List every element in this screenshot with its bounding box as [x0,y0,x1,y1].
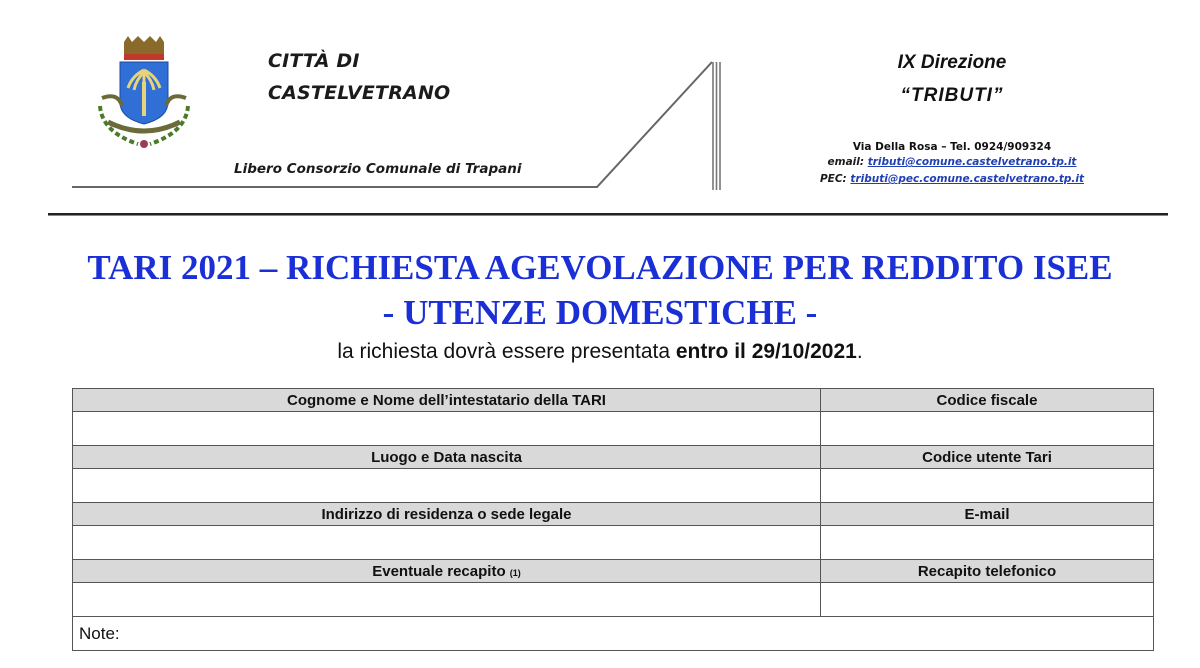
footnote-marker: (1) [509,567,521,578]
form-value-row [73,469,1154,503]
form-value-row [73,583,1154,617]
deadline-prefix: la richiesta dovrà essere presentata [337,340,676,363]
label-cognome-nome: Cognome e Nome dell’intestatario della TARI [73,389,821,412]
form-value-row [73,412,1154,446]
direzione-title [802,52,1102,74]
applicant-form-table [72,388,1154,651]
label-indirizzo-residenza: Indirizzo di residenza o sede legale [73,503,821,526]
form-header-row [73,389,1154,412]
email-link[interactable]: tributi@comune.castelvetrano.tp.it [867,156,1077,168]
label-email: E-mail [821,503,1154,526]
email-field[interactable] [821,526,1153,559]
luogo-data-nascita-field[interactable] [73,469,820,502]
cognome-nome-field[interactable] [73,412,820,445]
form-header-row [73,446,1154,469]
form-title-line2: - UTENZE DOMESTICHE - [382,293,818,332]
eventuale-recapito-field[interactable] [73,583,820,616]
notes-label: Note: [79,623,120,643]
form-title-line1: TARI 2021 – RICHIESTA AGEVOLAZIONE PER REDDITO ISEE [87,248,1113,287]
city-name-line1: CITTÀ DI [268,50,360,72]
label-recapito-telefonico: Recapito telefonico [821,560,1154,583]
form-header-row [73,560,1154,583]
email-label: email: [827,156,868,168]
codice-fiscale-field[interactable] [821,412,1153,445]
deadline-date: entro il 29/10/2021 [675,340,857,363]
label-eventuale-recapito: Eventuale recapito (1) [73,560,821,583]
label-codice-utente-tari: Codice utente Tari [821,446,1154,469]
direzione-number: IX [897,52,916,73]
notes-row [73,617,1154,651]
city-name-line2: CASTELVETRANO [268,82,451,104]
codice-utente-tari-field[interactable] [821,469,1153,502]
direzione-label: Direzione [915,52,1007,73]
consorzio-label: Libero Consorzio Comunale di Trapani [234,161,522,177]
deadline-notice [0,340,1200,364]
indirizzo-residenza-field[interactable] [73,526,820,559]
office-address: Via Della Rosa – Tel. 0924/909324 [852,141,1052,153]
pec-line [802,173,1102,185]
email-line [802,156,1102,168]
header-rule [48,213,1168,215]
label-luogo-data-nascita: Luogo e Data nascita [73,446,821,469]
notes-field[interactable] [120,618,1153,650]
recapito-telefonico-field[interactable] [821,583,1153,616]
label-codice-fiscale: Codice fiscale [821,389,1154,412]
pec-link[interactable]: tributi@pec.comune.castelvetrano.tp.it [850,173,1084,185]
direzione-name: “TRIBUTI” [900,85,1004,106]
pec-label: PEC: [819,173,851,185]
form-header-row [73,503,1154,526]
deadline-suffix: . [856,340,863,363]
form-value-row [73,526,1154,560]
coat-of-arms-icon [88,36,200,152]
